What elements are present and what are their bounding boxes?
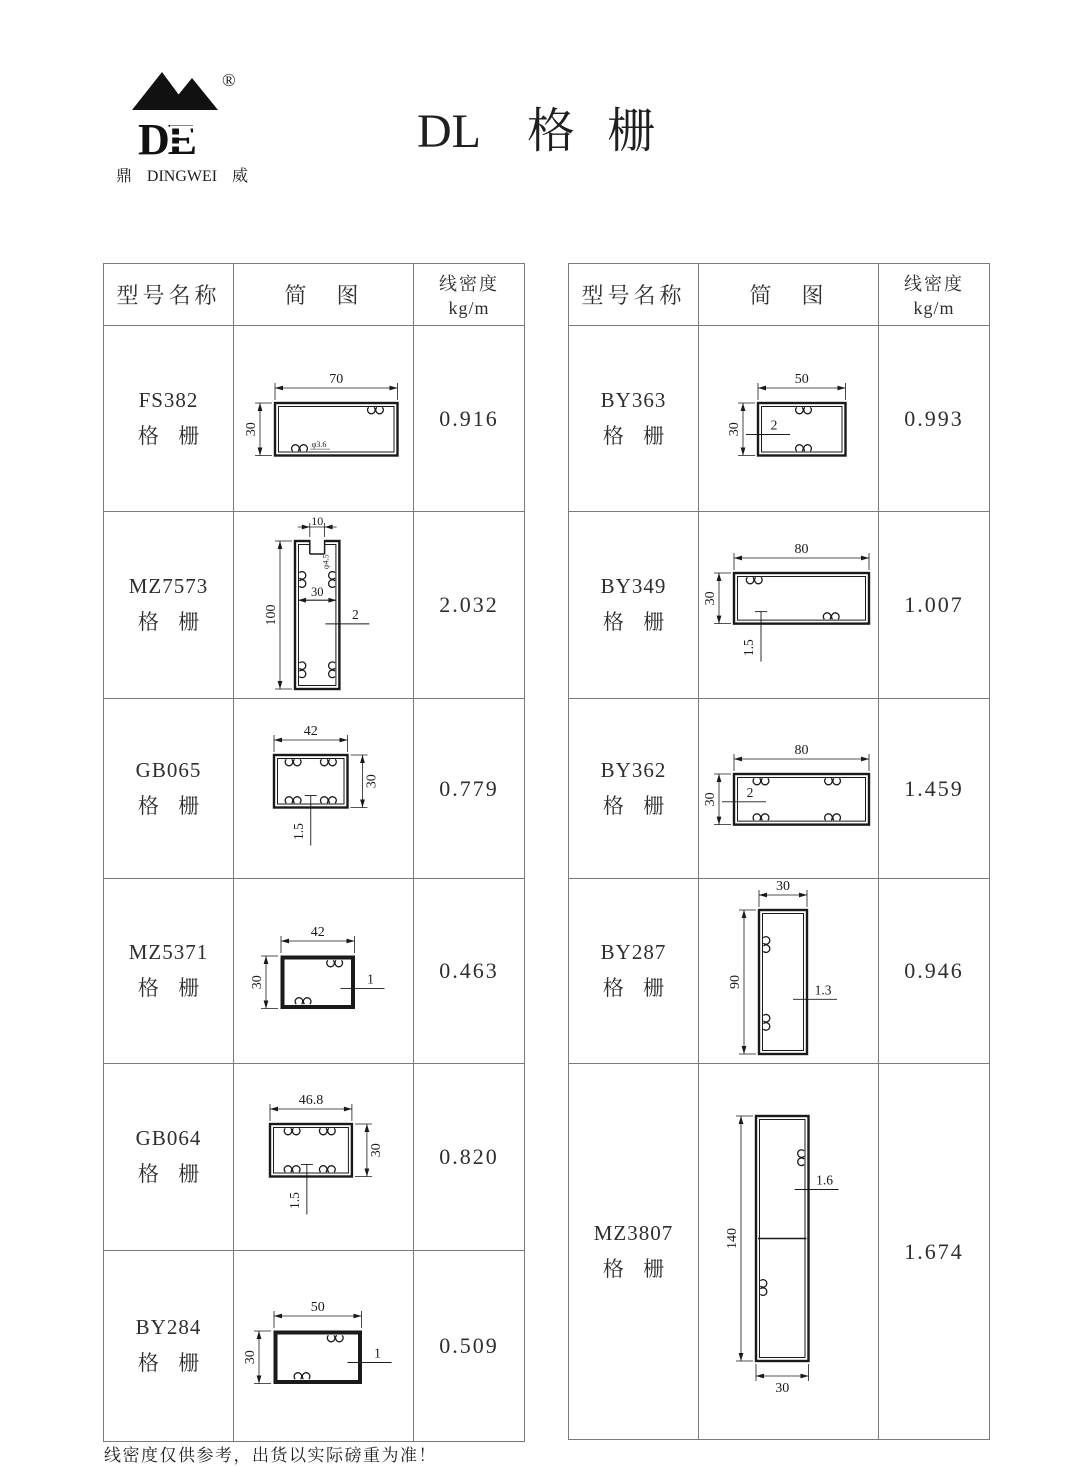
dimension-arrow-icon — [837, 386, 845, 391]
dimension-arrow-icon — [740, 403, 745, 411]
dimension-label: 30 — [244, 422, 259, 437]
density-value-cell — [879, 879, 989, 1064]
dimension-arrow-icon — [256, 1331, 261, 1339]
screw-boss-icon — [303, 997, 311, 1003]
screw-boss-icon — [798, 1158, 804, 1166]
model-code: MZ3807 — [593, 1220, 674, 1245]
density-value: 0.946 — [904, 958, 964, 983]
dimension-label: 1.6 — [816, 1172, 833, 1188]
dimension-arrow-icon — [364, 1168, 369, 1176]
footer-note: 线密度仅供参考，出货以实际磅重为准！ — [104, 1446, 437, 1465]
dimension-label: 30 — [310, 585, 324, 600]
density-value-cell — [879, 699, 989, 879]
screw-boss-icon — [763, 1014, 769, 1022]
screw-boss-icon — [299, 662, 305, 670]
screw-boss-icon — [746, 577, 754, 583]
screw-boss-icon — [833, 814, 841, 820]
dimension-label: 1.3 — [814, 982, 831, 998]
screw-boss-icon — [285, 797, 293, 803]
dimension-arrow-icon — [263, 1000, 268, 1008]
profile-diagram-cell — [699, 1064, 879, 1439]
dimension-arrow-icon — [390, 386, 398, 391]
brand-cn-left: 鼎 — [116, 168, 133, 185]
dimension-arrow-icon — [325, 525, 333, 530]
dimension-label: 2 — [770, 417, 777, 433]
dimension-label: 1.5 — [741, 638, 756, 656]
screw-boss-icon — [795, 445, 803, 451]
density-value: 0.820 — [439, 1144, 499, 1169]
screw-boss-icon — [329, 662, 335, 670]
model-name-cell — [569, 699, 699, 879]
screw-boss-icon — [753, 778, 761, 784]
dimension-arrow-icon — [270, 1106, 278, 1111]
dimension-arrow-icon — [274, 738, 282, 743]
density-value-cell — [879, 326, 989, 512]
profile-outer-wall — [275, 403, 398, 456]
dimension-arrow-icon — [861, 757, 869, 762]
screw-boss-icon — [760, 1288, 766, 1296]
dimension-arrow-icon — [360, 800, 365, 808]
screw-boss-icon — [292, 1128, 300, 1134]
screw-boss-icon — [300, 445, 308, 451]
profile-outer-wall — [275, 1332, 360, 1382]
screw-boss-icon — [299, 580, 305, 588]
profile-inner-wall — [738, 778, 866, 822]
screw-boss-icon — [327, 1165, 335, 1171]
screw-boss-icon — [292, 445, 300, 451]
profile-diagram-cell — [234, 1251, 414, 1441]
dimension-arrow-icon — [741, 1046, 746, 1054]
profile-cross-section-diagram — [724, 373, 854, 464]
dimension-label: 30 — [368, 1142, 384, 1157]
model-name-cell — [569, 1064, 699, 1439]
profile-diagram-cell — [234, 699, 414, 879]
screw-boss-icon — [319, 1128, 327, 1134]
page-title — [417, 92, 655, 161]
dimension-label: 42 — [303, 725, 318, 739]
model-name-cell — [104, 512, 234, 699]
profile-table-left — [103, 263, 525, 1442]
profile-cross-section-diagram — [241, 373, 406, 464]
model-name-cell — [104, 1064, 234, 1251]
dimension-label: 30 — [726, 422, 742, 437]
dimension-label: φ4.5 — [321, 554, 331, 570]
profile-outer-wall — [759, 910, 807, 1054]
density-header-line1: 线密度 — [439, 274, 499, 294]
title-cn1: 格 — [526, 105, 575, 158]
dimension-arrow-icon — [739, 1353, 744, 1361]
dimension-arrow-icon — [360, 755, 365, 763]
density-value-cell — [879, 512, 989, 699]
dimension-arrow-icon — [346, 938, 354, 943]
model-category: 格 栅 — [602, 423, 672, 448]
column-header-model: 型号名称 — [104, 264, 234, 326]
density-value: 0.463 — [439, 958, 499, 983]
screw-boss-icon — [803, 445, 811, 451]
dimension-arrow-icon — [353, 1313, 361, 1318]
column-header-density — [414, 264, 524, 326]
model-category: 格 栅 — [137, 1351, 207, 1375]
screw-boss-icon — [320, 759, 328, 765]
density-value: 1.674 — [904, 1238, 964, 1264]
density-value-cell — [414, 512, 524, 699]
screw-boss-icon — [293, 759, 301, 765]
dimension-label: 42 — [310, 925, 325, 940]
dimension-label: 30 — [775, 880, 790, 894]
screw-boss-icon — [755, 577, 763, 583]
profile-cross-section-diagram — [266, 725, 382, 852]
dimension-label: 80 — [794, 744, 809, 758]
screw-boss-icon — [833, 778, 841, 784]
model-name-cell — [104, 1251, 234, 1441]
profile-outer-wall — [295, 541, 339, 689]
dimension-arrow-icon — [278, 541, 283, 549]
title-latin: DL — [417, 105, 481, 158]
model-code: BY363 — [600, 387, 667, 412]
dimension-label: 30 — [703, 590, 718, 605]
model-category: 格 栅 — [137, 423, 207, 448]
screw-boss-icon — [295, 997, 303, 1003]
model-code: MZ7573 — [128, 574, 209, 598]
dimension-arrow-icon — [298, 598, 306, 603]
dimension-arrow-icon — [756, 1374, 764, 1379]
density-value-cell — [414, 1064, 524, 1251]
density-value: 0.916 — [439, 405, 499, 431]
profile-cross-section-diagram — [700, 543, 877, 668]
profile-diagram-cell — [699, 326, 879, 512]
profile-cross-section-diagram — [262, 1094, 386, 1221]
model-code: GB065 — [135, 757, 202, 782]
screw-boss-icon — [803, 407, 811, 413]
density-value-cell — [414, 326, 524, 512]
dimension-arrow-icon — [758, 386, 766, 391]
profile-cross-section-diagram — [722, 1106, 855, 1397]
dimension-arrow-icon — [717, 817, 722, 825]
model-code: BY284 — [135, 1315, 202, 1339]
dimension-label: 30 — [775, 1381, 790, 1396]
dimension-label: 1.5 — [290, 823, 306, 840]
dimension-arrow-icon — [801, 1374, 809, 1379]
profile-cross-section-diagram — [700, 744, 877, 833]
profile-diagram-cell — [234, 879, 414, 1064]
dimension-arrow-icon — [343, 1106, 351, 1111]
column-header-model: 型号名称 — [569, 264, 699, 326]
profile-outer-wall — [734, 774, 869, 825]
column-header-diagram: 简 图 — [234, 264, 414, 326]
screw-boss-icon — [329, 572, 335, 580]
screw-boss-icon — [284, 1165, 292, 1171]
dimension-arrow-icon — [258, 403, 263, 411]
screw-boss-icon — [319, 1165, 327, 1171]
screw-boss-icon — [326, 960, 334, 966]
model-category: 格 栅 — [137, 1162, 207, 1186]
screw-boss-icon — [293, 797, 301, 803]
dimension-arrow-icon — [741, 910, 746, 918]
dimension-arrow-icon — [734, 757, 742, 762]
dimension-label: φ3.6 — [311, 440, 327, 450]
model-name-cell — [104, 699, 234, 879]
screw-boss-icon — [329, 670, 335, 678]
screw-boss-icon — [292, 1165, 300, 1171]
density-value-cell — [414, 879, 524, 1064]
density-value: 1.459 — [904, 775, 964, 801]
brand-name-line — [116, 163, 248, 186]
profile-cross-section-diagram — [261, 513, 386, 697]
dimension-arrow-icon — [281, 938, 289, 943]
dimension-arrow-icon — [799, 893, 807, 898]
column-header-diagram: 简 图 — [699, 264, 879, 326]
screw-boss-icon — [327, 1128, 335, 1134]
screw-boss-icon — [329, 580, 335, 588]
profile-cross-section-diagram — [240, 1301, 408, 1392]
dimension-arrow-icon — [258, 448, 263, 456]
profile-diagram-cell — [699, 879, 879, 1064]
screw-boss-icon — [825, 814, 833, 820]
dimension-arrow-icon — [275, 386, 283, 391]
dimension-arrow-icon — [861, 555, 869, 560]
dimension-arrow-icon — [759, 893, 767, 898]
density-header-line2: kg/m — [448, 298, 490, 318]
dimension-label: 90 — [727, 975, 743, 989]
dimension-arrow-icon — [734, 555, 742, 560]
model-category: 格 栅 — [137, 610, 207, 634]
screw-boss-icon — [299, 572, 305, 580]
density-value: 0.779 — [439, 775, 499, 801]
model-category: 格 栅 — [137, 976, 207, 1000]
density-value-cell — [414, 699, 524, 879]
dimension-label: 10 — [311, 514, 324, 528]
model-name-cell — [569, 879, 699, 1064]
screw-boss-icon — [302, 1372, 310, 1378]
dimension-arrow-icon — [717, 774, 722, 782]
profile-cross-section-diagram — [725, 880, 853, 1062]
screw-boss-icon — [284, 1128, 292, 1134]
model-name-cell — [104, 326, 234, 512]
screw-boss-icon — [334, 960, 342, 966]
dimension-arrow-icon — [328, 598, 336, 603]
title-cn2: 栅 — [607, 105, 656, 158]
dimension-label: 100 — [264, 604, 279, 626]
dimension-label: 2 — [746, 784, 754, 800]
model-name-cell — [569, 512, 699, 699]
profile-outer-wall — [270, 1124, 352, 1177]
profile-diagram-cell — [234, 326, 414, 512]
density-value: 1.007 — [904, 592, 964, 617]
screw-boss-icon — [795, 407, 803, 413]
screw-boss-icon — [825, 778, 833, 784]
dimension-arrow-icon — [717, 573, 722, 581]
density-header-line2: kg/m — [913, 298, 955, 318]
screw-boss-icon — [798, 1150, 804, 1158]
logo-mark: DE — [138, 115, 196, 164]
dimension-label: 2 — [352, 606, 359, 622]
brand-logo — [130, 64, 260, 164]
screw-boss-icon — [823, 612, 831, 618]
dimension-label: 1 — [373, 1345, 381, 1360]
model-category: 格 栅 — [602, 610, 672, 634]
dimension-label: 1.5 — [286, 1191, 302, 1209]
dimension-label: 50 — [794, 373, 809, 387]
dimension-label: 1 — [366, 971, 374, 987]
screw-boss-icon — [368, 407, 376, 413]
density-value: 2.032 — [439, 592, 499, 617]
density-value-cell — [414, 1251, 524, 1441]
profile-diagram-cell — [699, 699, 879, 879]
registered-trademark-icon: ® — [222, 70, 236, 90]
model-code: MZ5371 — [128, 940, 209, 964]
dimension-label: 46.8 — [298, 1093, 323, 1108]
screw-boss-icon — [320, 797, 328, 803]
dimension-arrow-icon — [302, 525, 310, 530]
screw-boss-icon — [761, 814, 769, 820]
density-value: 0.993 — [904, 405, 964, 431]
dimension-label: 30 — [242, 1349, 258, 1364]
dimension-arrow-icon — [256, 1375, 261, 1383]
density-value: 0.509 — [439, 1333, 499, 1358]
profile-inner-wall — [273, 1127, 348, 1173]
brand-cn-right: 威 — [231, 168, 248, 185]
density-header-line1: 线密度 — [904, 274, 964, 294]
dimension-arrow-icon — [278, 681, 283, 689]
dimension-arrow-icon — [263, 956, 268, 964]
notch-mask — [310, 538, 325, 554]
dimension-label: 70 — [329, 373, 344, 387]
dimension-label: 80 — [794, 542, 809, 557]
profile-table-right — [568, 263, 990, 1440]
profile-diagram-cell — [699, 512, 879, 699]
dimension-label: 50 — [310, 1300, 325, 1315]
profile-cross-section-diagram — [247, 926, 401, 1017]
screw-boss-icon — [760, 1280, 766, 1288]
column-header-density — [879, 264, 989, 326]
screw-boss-icon — [376, 407, 384, 413]
model-code: BY287 — [600, 940, 667, 964]
screw-boss-icon — [761, 778, 769, 784]
model-code: GB064 — [135, 1126, 202, 1150]
model-name-cell — [569, 326, 699, 512]
dimension-arrow-icon — [717, 615, 722, 623]
screw-boss-icon — [763, 937, 769, 945]
screw-boss-icon — [753, 814, 761, 820]
screw-boss-icon — [335, 1335, 343, 1341]
dimension-label: 30 — [249, 974, 265, 989]
screw-boss-icon — [763, 1023, 769, 1031]
model-code: BY349 — [600, 574, 667, 598]
screw-boss-icon — [328, 797, 336, 803]
dimension-arrow-icon — [740, 448, 745, 456]
screw-boss-icon — [763, 945, 769, 953]
dimension-label: 140 — [725, 1228, 740, 1249]
screw-boss-icon — [294, 1372, 302, 1378]
screw-boss-icon — [832, 612, 840, 618]
dimension-label: 30 — [364, 774, 379, 789]
model-code: BY362 — [600, 757, 667, 782]
screw-boss-icon — [327, 1335, 335, 1341]
dimension-arrow-icon — [739, 1116, 744, 1124]
model-category: 格 栅 — [137, 793, 207, 818]
model-code: FS382 — [138, 387, 199, 412]
density-value-cell — [879, 1064, 989, 1439]
brand-name-en: DINGWEI — [146, 168, 218, 185]
screw-boss-icon — [285, 759, 293, 765]
model-category: 格 栅 — [602, 1256, 672, 1281]
dimension-label: 30 — [703, 792, 718, 807]
model-category: 格 栅 — [602, 793, 672, 818]
dimension-arrow-icon — [339, 738, 347, 743]
model-category: 格 栅 — [602, 976, 672, 1000]
profile-diagram-cell — [234, 512, 414, 699]
dimension-arrow-icon — [364, 1124, 369, 1132]
screw-boss-icon — [299, 670, 305, 678]
model-name-cell — [104, 879, 234, 1064]
screw-boss-icon — [328, 759, 336, 765]
dimension-arrow-icon — [274, 1313, 282, 1318]
profile-diagram-cell — [234, 1064, 414, 1251]
